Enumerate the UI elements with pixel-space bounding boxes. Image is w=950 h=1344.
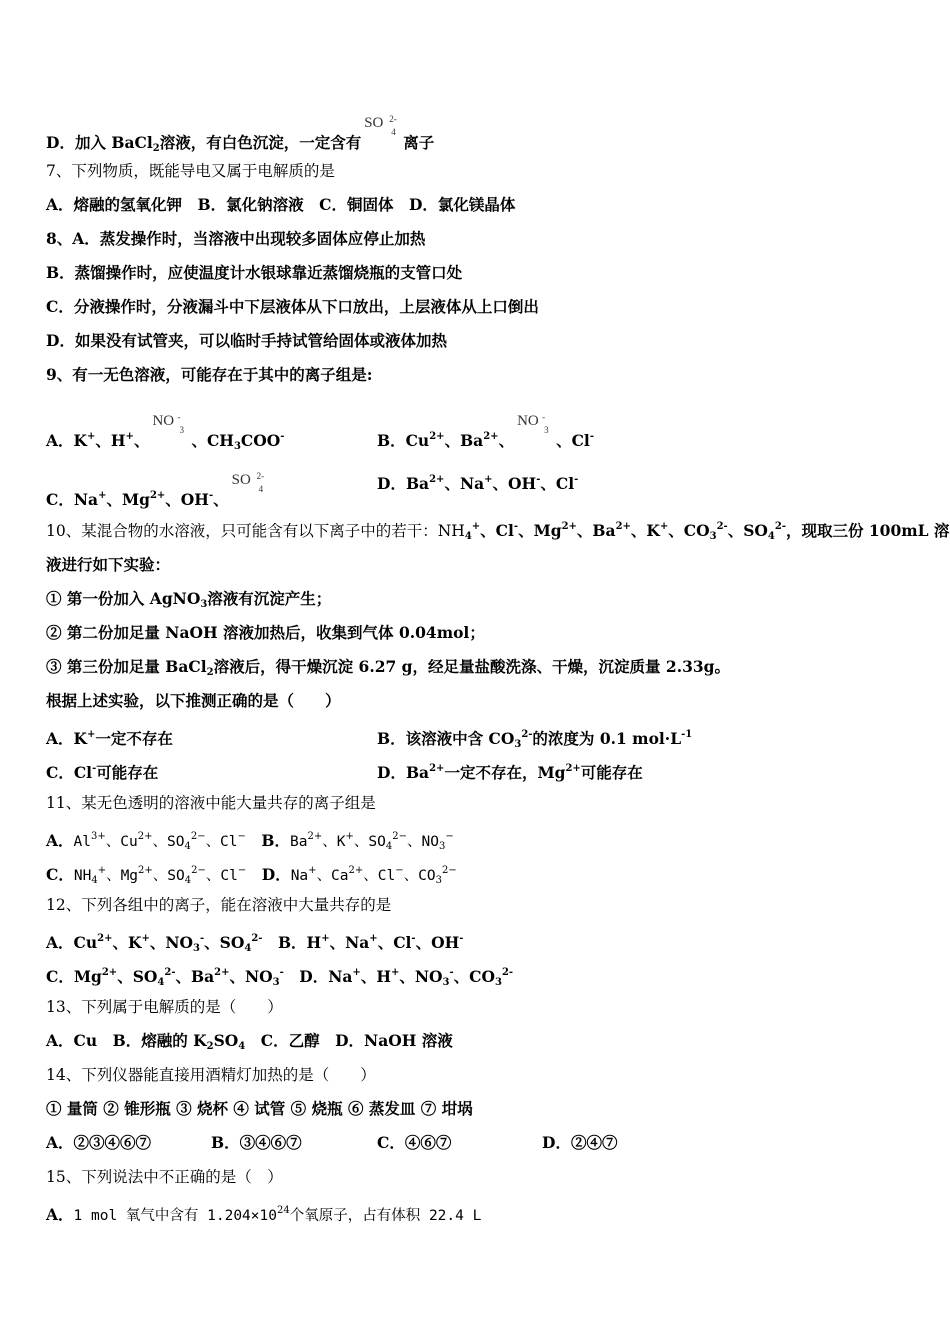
experiment-2: ② 第二份加足量 NaOH 溶液加热后，收集到气体 0.04mol；: [46, 623, 485, 642]
question-11: 11、某无色透明的溶液中能大量共存的离子组是: [46, 794, 376, 812]
question-14-list: ① 量筒 ② 锥形瓶 ③ 烧杯 ④ 试管 ⑤ 烧瓶 ⑥ 蒸发皿 ⑦ 坩埚: [46, 1099, 473, 1118]
question-10-option-c: C．Cl-可能存在: [46, 763, 159, 782]
question-7-options: A．熔融的氢氧化钾 B．氯化钠溶液 C．铜固体 D．氯化镁晶体: [46, 195, 516, 214]
question-14: 14、下列仪器能直接用酒精灯加热的是（ ）: [46, 1066, 376, 1084]
option-d-text-2: 溶液，有白色沉淀，一定含有: [159, 133, 362, 152]
option-d-suffix: 离子: [403, 133, 435, 152]
question-15: 15、下列说法中不正确的是（ ）: [46, 1168, 283, 1186]
question-11-options-cd: C．$NH_4^+$、$Mg^{2+}$、$SO_4^{2-}$、Cl− D．Na+、$Ca^{2+}$、Cl−、$CO_3^{2-}$: [46, 865, 457, 886]
question-9-option-c: C．Na+、$Mg^{2+}$、OH-、 SO 2- 4: [46, 469, 271, 511]
question-10-cont: 液进行如下实验：: [46, 555, 171, 574]
question-10-prompt: 根据上述实验，以下推测正确的是（ ）: [46, 691, 341, 710]
question-8-c: C．分液操作时，分液漏斗中下层液体从下口放出，上层液体从上口倒出: [46, 297, 539, 316]
question-10-option-a: A．K+一定不存在: [46, 729, 173, 748]
question-9-option-d: D．$Ba^{2+}$、Na+、OH-、Cl-: [377, 474, 579, 493]
question-12: 12、下列各组中的离子，能在溶液中大量共存的是: [46, 896, 392, 914]
question-15-option-a: A．1 mol 氧气中含有 $1.204\times 10^{24}$个氧原子，占有体积 22.4 L: [46, 1205, 482, 1224]
experiment-1: ① 第一份加入 AgNO$_3$溶液有沉淀产生；: [46, 589, 332, 610]
nitrate-formula: NO - 3: [152, 412, 184, 435]
question-9: 9、有一无色溶液，可能存在于其中的离子组是:: [46, 365, 373, 384]
question-7: 7、下列物质，既能导电又属于电解质的是: [46, 162, 335, 180]
question-10-option-b: B．该溶液中含 $CO_3^{2-}$的浓度为 0.1 $mol\cdot L^{-1}$: [377, 729, 693, 750]
question-14-option-b: B．③④⑥⑦: [211, 1133, 302, 1152]
question-10-option-d: D．$Ba^{2+}$一定不存在，$Mg^{2+}$可能存在: [377, 763, 643, 782]
experiment-3: ③ 第三份加足量 BaCl$_2$溶液后，得干燥沉淀 6.27 g，经足量盐酸洗涤、干燥，沉淀质量 2.33g。: [46, 657, 731, 678]
question-14-option-a: A．②③④⑥⑦: [46, 1133, 152, 1152]
option-d-line: [46, 112, 434, 160]
option-d-text: D．加入 BaCl: [46, 133, 153, 152]
question-13-options: A．Cu B．熔融的 $K_2SO_4$ C．乙醇 D．NaOH 溶液: [46, 1031, 453, 1052]
question-11-options-ab: A．$Al^{3+}$、$Cu^{2+}$、$SO_4^{2-}$、Cl− B．$Ba^{2+}$、K+、$SO_4^{2-}$、$NO_3^-$: [46, 831, 454, 852]
question-9-option-a: A．K+、H+、 NO - 3 、$CH_3COO^-$: [46, 412, 285, 452]
question-8-b: B．蒸馏操作时，应使温度计水银球靠近蒸馏烧瓶的支管口处: [46, 263, 463, 282]
question-8-d: D．如果没有试管夹，可以临时手持试管给固体或液体加热: [46, 331, 447, 350]
question-8-a: 8、A．蒸发操作时，当溶液中出现较多固体应停止加热: [46, 229, 426, 248]
sulfate-formula: SO 2- 4: [364, 114, 397, 137]
question-12-options-ab: A．$Cu^{2+}$、K+、$NO_3^-$、$SO_4^{2-}$ B．H+、Na+、Cl-、OH-: [46, 933, 464, 954]
question-13: 13、下列属于电解质的是（ ）: [46, 998, 283, 1016]
question-14-option-d: D．②④⑦: [542, 1133, 618, 1152]
question-14-option-c: C．④⑥⑦: [377, 1133, 452, 1152]
question-12-options-cd: C．$Mg^{2+}$、$SO_4^{2-}$、$Ba^{2+}$、$NO_3^-$ D．Na+、H+、$NO_3^-$、$CO_3^{2-}$: [46, 967, 514, 988]
sulfate-formula: SO 2- 4: [231, 471, 265, 494]
subscript: 2: [152, 143, 160, 154]
question-10: 10、某混合物的水溶液，只可能含有以下离子中的若干：$NH_4^+$、Cl-、$Mg^{2+}$、$Ba^{2+}$、K+、$CO_3^{2-}$、$SO_4^{2-}$，现取三份 100mL 溶: [46, 521, 950, 542]
question-9-option-b: B．$Cu^{2+}$、$Ba^{2+}$、 NO - 3 、Cl-: [377, 412, 594, 450]
nitrate-formula: NO - 3: [517, 412, 549, 435]
